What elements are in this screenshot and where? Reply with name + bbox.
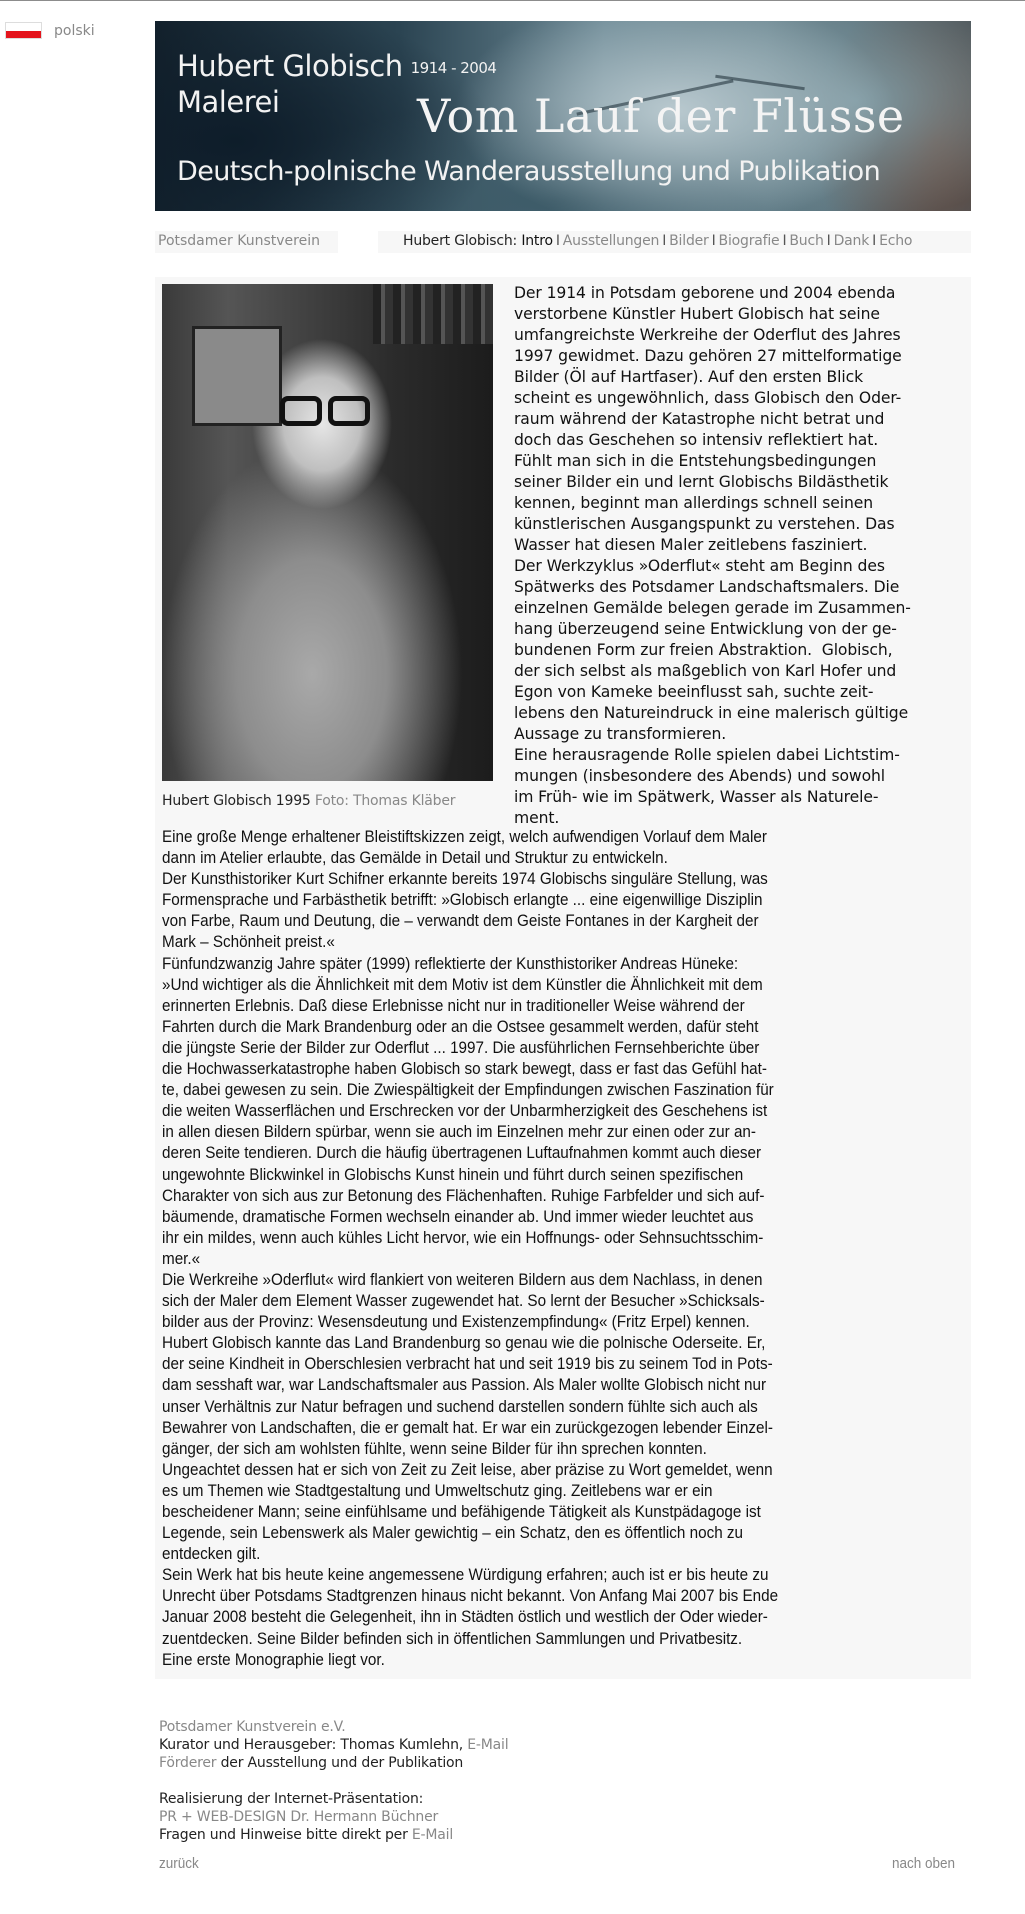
photo-background-picture-frame — [192, 326, 282, 426]
body-line: Eine erste Monographie liegt vor. — [162, 1650, 385, 1669]
body-line: Die Werkreihe »Oderflut« wird flankiert von weiteren Bildern aus dem Nachlass, in denen — [162, 1270, 763, 1289]
body-line: Fünfundzwanzig Jahre später (1999) reflektierte der Kunsthistoriker Andreas Hüneke: — [162, 954, 739, 973]
body-line: erinnerten Erlebnis. Daß diese Erlebnisse nicht nur in traditioneller Weise während der — [162, 996, 745, 1015]
body-line: ungewohnte Blickwinkel in Globischs Kunst hinein und führt durch seinen spezifischen — [162, 1165, 744, 1184]
body-line: Legende, sein Lebenswerk als Maler gewichtig – ein Schatz, den es öffentlich noch zu — [162, 1524, 744, 1543]
body-line: der seine Kindheit in Oberschlesien verbracht hat und seit 1919 bis zu seinem Tod in Pots- — [162, 1355, 773, 1374]
nav-item-echo[interactable]: Echo — [879, 233, 913, 249]
body-line: »Und wichtiger als die Ähnlichkeit mit dem Motiv ist dem Künstler die Ähnlichkeit mit dem — [162, 975, 763, 994]
banner-artist-name — [177, 49, 496, 83]
body-line: Eine große Menge erhaltener Bleistiftskizzen zeigt, welch aufwendigen Vorlauf dem Maler — [162, 828, 767, 846]
body-line: Fahrten durch die Mark Brandenburg oder an die Ostsee gesammelt werden, dafür steht — [162, 1017, 759, 1036]
footer-curator-email-link[interactable]: E-Mail — [467, 1737, 509, 1753]
body-line: deren Seite tendieren. Durch die häufig übertragenen Luftaufnahmen kommt auch dieser — [162, 1144, 762, 1163]
body-line: Mark – Schönheit preist.« — [162, 933, 335, 952]
body-line: die Hochwasserkatastrophe haben Globisch so stark bewegt, dass er fast das Gefühl hat- — [162, 1060, 767, 1079]
body-line: Der Kunsthistoriker Kurt Schifner erkannte bereits 1974 Globischs singuläre Stellung, was — [162, 870, 768, 889]
header-banner — [155, 21, 971, 211]
artist-years: 1914 - 2004 — [410, 59, 497, 77]
intro-line: mungen (insbesondere des Abends) und sowohl — [514, 767, 886, 785]
intro-line: bundenen Form zur freien Abstraktion. Globisch, — [514, 641, 893, 659]
body-line: Unrecht über Potsdams Stadtgrenzen hinaus nicht bekannt. Von Anfang Mai 2007 bis Ende — [162, 1587, 779, 1606]
main-content — [155, 277, 971, 1679]
photo-caption — [162, 793, 493, 809]
artist-name: Hubert Globisch — [177, 49, 403, 83]
intro-line: der sich selbst als maßgeblich von Karl Hofer und — [514, 662, 897, 680]
body-line: Hubert Globisch kannte das Land Brandenburg so genau wie die polnische Oderseite. Er, — [162, 1334, 766, 1353]
body-line: zuentdecken. Seine Bilder befinden sich in öffentlichen Sammlungen und Privatbesitz. — [162, 1629, 743, 1648]
footer-curator-text: Kurator und Herausgeber: Thomas Kumlehn, — [159, 1737, 468, 1753]
body-line: die weiten Wasserflächen und Erschrecken vor der Unbarmherzigkeit des Geschehens ist — [162, 1102, 768, 1121]
banner-discipline: Malerei — [177, 85, 280, 119]
footer-contact-text: Fragen und Hinweise bitte direkt per — [159, 1827, 412, 1843]
site-home-nav — [155, 231, 338, 253]
nav-home-link[interactable]: Potsdamer Kunstverein — [158, 233, 320, 249]
intro-line: künstlerischen Ausgangspunkt zu verstehen. Das — [514, 515, 895, 533]
body-text — [162, 827, 967, 1671]
intro-line: einzelnen Gemälde belegen gerade im Zusammen- — [514, 599, 911, 617]
photo-credit: Foto: Thomas Kläber — [314, 793, 456, 809]
body-line: Ungeachtet dessen hat er sich von Zeit zu Zeit leise, aber präzise zu Wort gemeldet, wenn — [162, 1460, 773, 1479]
body-line: Charakter von sich aus zur Betonung des Flächenhaften. Ruhige Farbfelder und sich auf- — [162, 1186, 765, 1205]
body-line: Sein Werk hat bis heute keine angemessene Würdigung erfahren; auch ist er bis heute zu — [162, 1566, 769, 1585]
poland-flag-icon[interactable] — [5, 22, 42, 39]
nav-separator: I — [555, 233, 560, 249]
intro-line: hang überzeugend seine Entwicklung von der ge- — [514, 620, 897, 638]
intro-line: Aussage zu transformieren. — [514, 725, 727, 743]
intro-line: seiner Bilder ein und lernt Globischs Bildästhetik — [514, 473, 889, 491]
intro-line: scheint es ungewöhnlich, dass Globisch den Oder- — [514, 389, 902, 407]
nav-separator: I — [782, 233, 787, 249]
intro-line: Spätwerks des Potsdamer Landschaftsmalers. Die — [514, 578, 900, 596]
intro-line: Bilder (Öl auf Hartfaser). Auf den ersten Blick — [514, 368, 864, 386]
footer-sponsors-text: der Ausstellung und der Publikation — [216, 1755, 464, 1771]
body-line: Januar 2008 besteht die Gelegenheit, ihn in Städten östlich und westlich der Oder wieder- — [162, 1608, 768, 1627]
body-line: die jüngste Serie der Bilder zur Oderflut ... 1997. Die ausführlichen Fernsehberichte über — [162, 1038, 760, 1057]
nav-separator: I — [711, 233, 716, 249]
nav-item-bilder[interactable]: Bilder — [669, 233, 709, 249]
intro-line: Wasser hat diesen Maler zeitlebens fasziniert. — [514, 536, 868, 554]
intro-line: Fühlt man sich in die Entstehungsbedingungen — [514, 452, 877, 470]
nav-separator: I — [872, 233, 877, 249]
body-line: unser Verhältnis zur Natur befragen und suchend darstellen sondern fühlte sich auch als — [162, 1397, 758, 1416]
body-line: entdecken gilt. — [162, 1545, 261, 1564]
intro-line: doch das Geschehen so intensiv reflektiert hat. — [514, 431, 879, 449]
intro-line: kennen, beginnt man allerdings schnell seinen — [514, 494, 874, 512]
back-link[interactable]: zurück — [159, 1855, 199, 1872]
intro-paragraph — [514, 283, 964, 829]
footer-contact-email-link[interactable]: E-Mail — [411, 1827, 454, 1843]
caption-text: Hubert Globisch 1995 — [162, 793, 311, 809]
language-link-polski[interactable]: polski — [54, 22, 95, 39]
body-line: bäumende, dramatische Formen wechseln einander ab. Und immer wieder leuchtet aus — [162, 1207, 754, 1226]
back-to-top-link[interactable]: nach oben — [892, 1855, 956, 1872]
body-line: mer.« — [162, 1249, 201, 1268]
intro-line: umfangreichste Werkreihe der Oderflut des Jahres — [514, 326, 901, 344]
intro-line: Egon von Kameke beeinflusst sah, suchte zeit- — [514, 683, 874, 701]
body-line: dam sesshaft war, war Landschaftsmaler aus Passion. Als Maler wollte Globisch nicht nur — [162, 1376, 767, 1395]
intro-line: 1997 gewidmet. Dazu gehören 27 mittelformatige — [514, 347, 902, 365]
banner-subtitle: Deutsch-polnische Wanderausstellung und Publikation — [177, 156, 881, 187]
photo-glasses-right — [328, 396, 370, 426]
nav-separator: I — [662, 233, 667, 249]
body-line: Formensprache und Farbästhetik betrifft: »Globisch erlangte ... eine eigenwillige Disziplin — [162, 891, 763, 910]
intro-line: Der Werkzyklus »Oderflut« steht am Beginn des — [514, 557, 885, 575]
intro-line: verstorbene Künstler Hubert Globisch hat seine — [514, 305, 880, 323]
intro-line: im Früh- wie im Spätwerk, Wasser als Naturele- — [514, 788, 879, 806]
intro-line: Eine herausragende Rolle spielen dabei Lichtstim- — [514, 746, 900, 764]
portrait-photo — [162, 284, 493, 781]
language-switch[interactable] — [5, 22, 95, 39]
body-line: in allen diesen Bildern spürbar, wenn sie auch im Einzelnen mehr zur einen oder zur an- — [162, 1123, 756, 1142]
body-line: te, dabei gewesen zu sein. Die Zwiespältigkeit der Empfindungen zwischen Faszination für — [162, 1081, 774, 1100]
portrait-figure — [162, 284, 493, 809]
footer-designer-link[interactable]: PR + WEB-DESIGN Dr. Hermann Büchner — [159, 1809, 439, 1825]
section-nav-prefix: Hubert Globisch: — [403, 233, 522, 249]
footer-sponsors-link[interactable]: Förderer — [159, 1755, 217, 1771]
section-nav — [378, 231, 971, 253]
nav-item-intro[interactable]: Intro — [521, 233, 553, 249]
photo-background-bookshelf — [373, 284, 493, 344]
body-line: bescheidener Mann; seine einfühlsame und befähigende Tätigkeit als Kunstpädagoge ist — [162, 1503, 761, 1521]
intro-line: ment. — [514, 809, 560, 827]
footer-org-link[interactable]: Potsdamer Kunstverein e.V. — [159, 1719, 346, 1735]
intro-line: lebens den Natureindruck in eine malerisch gültige — [514, 704, 909, 722]
body-line: bilder aus der Provinz: Wesensdeutung und Existenzempfindung« (Fritz Erpel) kennen. — [162, 1313, 750, 1332]
footer — [159, 1718, 508, 1844]
footer-realization-label: Realisierung der Internet-Präsentation: — [159, 1791, 424, 1807]
nav-item-buch[interactable]: Buch — [789, 233, 824, 249]
intro-line: Der 1914 in Potsdam geborene und 2004 ebenda — [514, 284, 896, 302]
body-line: gänger, der sich am wohlsten fühlte, wenn seine Bilder für ihn sprechen konnten. — [162, 1439, 707, 1458]
intro-line: raum während der Katastrophe nicht betrat und — [514, 410, 885, 428]
body-line: dann im Atelier erlaubte, das Gemälde in Detail und Struktur zu entwickeln. — [162, 849, 668, 868]
body-line: ihr ein mildes, wenn auch kühles Licht hervor, wie ein Hoffnungs- oder Sehnsuchtsschim- — [162, 1228, 764, 1247]
body-line: Bewahrer von Landschaften, die er gemalt hat. Er war ein zurückgezogen lebender Einzel- — [162, 1418, 773, 1437]
nav-item-dank[interactable]: Dank — [833, 233, 870, 249]
nav-separator: I — [826, 233, 831, 249]
body-line: sich der Maler dem Element Wasser zugewendet hat. So lernt der Besucher »Schicksals- — [162, 1292, 765, 1311]
nav-item-biografie[interactable]: Biografie — [718, 233, 780, 249]
body-line: es um Themen wie Stadtgestaltung und Umweltschutz ging. Zeitlebens war er ein — [162, 1481, 713, 1500]
banner-title: Vom Lauf der Flüsse — [417, 89, 905, 143]
photo-glasses-left — [280, 396, 322, 426]
nav-item-ausstellungen[interactable]: Ausstellungen — [562, 233, 660, 249]
body-line: von Farbe, Raum und Deutung, die – verwandt dem Geiste Fontanes in der Kargheit der — [162, 912, 759, 931]
